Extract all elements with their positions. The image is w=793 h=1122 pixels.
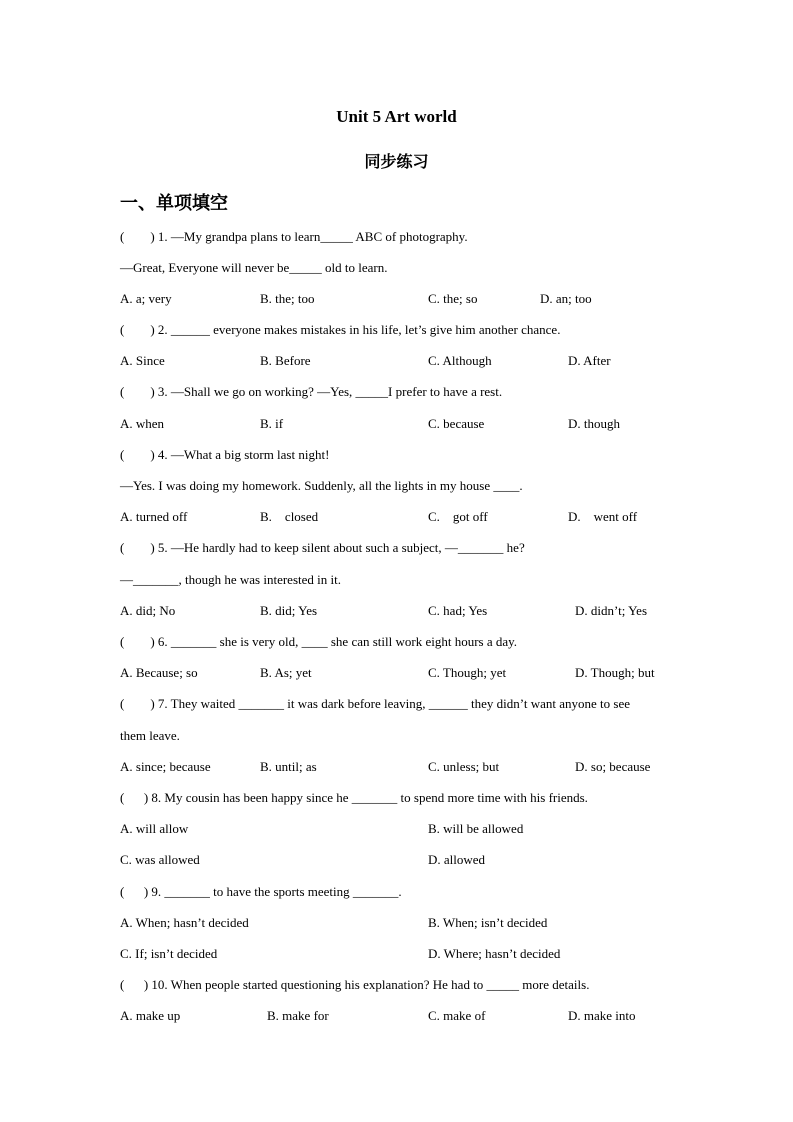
q9-option-c: C. If; isn’t decided [120, 946, 218, 961]
q9-option-d: D. Where; hasn’t decided [428, 946, 561, 961]
question-7-stem: ( ) 7. They waited _______ it was dark before leaving, ______ they didn’t want anyone to see [120, 696, 631, 711]
q9-option-a: A. When; hasn’t decided [120, 915, 249, 930]
q1-option-c: C. the; so [428, 291, 478, 306]
q3-option-a: A. when [120, 416, 165, 431]
q3-option-b: B. if [260, 416, 284, 431]
q6-option-c: C. Though; yet [428, 665, 507, 680]
q9-option-b: B. When; isn’t decided [428, 915, 548, 930]
question-4-stem-2: —Yes. I was doing my homework. Suddenly, all the lights in my house ____. [120, 478, 523, 493]
question-5-stem-2: —_______, though he was interested in it. [120, 572, 341, 587]
q7-option-b: B. until; as [260, 759, 317, 774]
section-heading: 一、单项填空 [120, 193, 228, 214]
q2-option-a: A. Since [120, 353, 165, 368]
question-1-stem: ( ) 1. —My grandpa plans to learn_____ ABC of photography. [120, 229, 468, 244]
question-9-stem: ( ) 9. _______ to have the sports meeting _______. [120, 884, 402, 899]
q10-option-a: A. make up [120, 1008, 181, 1023]
question-7-stem-2: them leave. [120, 728, 180, 743]
q4-option-c: C. got off [428, 509, 488, 524]
q7-option-c: C. unless; but [428, 759, 500, 774]
q7-option-a: A. since; because [120, 759, 211, 774]
q4-option-a: A. turned off [120, 509, 188, 524]
question-8-stem: ( ) 8. My cousin has been happy since he _______ to spend more time with his friends. [120, 790, 588, 805]
q8-option-a: A. will allow [120, 821, 189, 836]
document-subtitle: 同步练习 [364, 152, 429, 171]
question-5-stem: ( ) 5. —He hardly had to keep silent about such a subject, —_______ he? [120, 540, 525, 555]
document-title: Unit 5 Art world [336, 107, 457, 126]
q5-option-c: C. had; Yes [428, 603, 488, 618]
q8-option-b: B. will be allowed [428, 821, 524, 836]
q2-option-c: C. Although [428, 353, 492, 368]
q3-option-c: C. because [428, 416, 485, 431]
question-10-stem: ( ) 10. When people started questioning his explanation? He had to _____ more details. [120, 977, 590, 992]
q2-option-b: B. Before [260, 353, 311, 368]
q5-option-b: B. did; Yes [260, 603, 318, 618]
q4-option-b: B. closed [260, 509, 319, 524]
q8-option-c: C. was allowed [120, 852, 200, 867]
q7-option-d: D. so; because [575, 759, 651, 774]
q8-option-d: D. allowed [428, 852, 486, 867]
q5-option-a: A. did; No [120, 603, 176, 618]
q5-option-d: D. didn’t; Yes [575, 603, 648, 618]
question-3-stem: ( ) 3. —Shall we go on working? —Yes, _____I prefer to have a rest. [120, 384, 503, 399]
question-4-stem: ( ) 4. —What a big storm last night! [120, 447, 330, 462]
q1-option-a: A. a; very [120, 291, 172, 306]
q1-option-b: B. the; too [260, 291, 315, 306]
q3-option-d: D. though [568, 416, 620, 431]
q4-option-d: D. went off [568, 509, 638, 524]
q6-option-b: B. As; yet [260, 665, 312, 680]
question-6-stem: ( ) 6. _______ she is very old, ____ she can still work eight hours a day. [120, 634, 518, 649]
q6-option-d: D. Though; but [575, 665, 655, 680]
question-2-stem: ( ) 2. ______ everyone makes mistakes in his life, let’s give him another chance. [120, 322, 561, 337]
q1-option-d: D. an; too [540, 291, 592, 306]
q10-option-c: C. make of [428, 1008, 486, 1023]
q2-option-d: D. After [568, 353, 611, 368]
q6-option-a: A. Because; so [120, 665, 198, 680]
q10-option-b: B. make for [267, 1008, 329, 1023]
question-1-stem-2: —Great, Everyone will never be_____ old to learn. [120, 260, 388, 275]
q10-option-d: D. make into [568, 1008, 636, 1023]
